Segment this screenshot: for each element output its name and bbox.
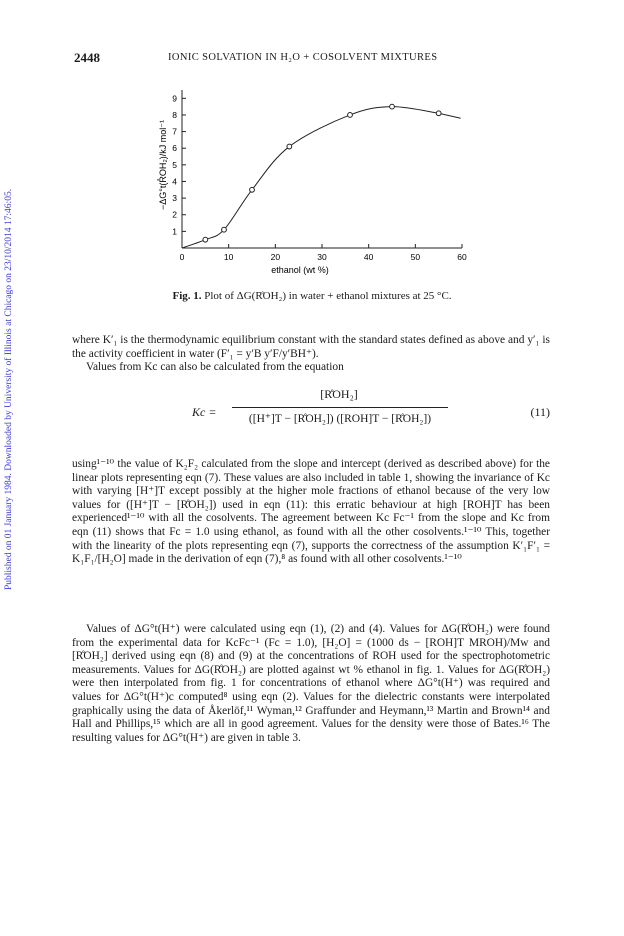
- data-point: [203, 237, 208, 242]
- data-point: [348, 113, 353, 118]
- data-point: [390, 104, 395, 109]
- equation-lhs: Kc =: [192, 405, 217, 419]
- figure-1-chart: [150, 85, 480, 285]
- paragraph-4: Values of ΔG°t(H⁺) were calculated using eqn (1), (2) and (4). Values for ΔG(R̊OH₂) were found from the experimental data for KcFc⁻¹ (Fc = 1.0), [H₂O] = (1000 ds − [ROH]T MROH)/Mw and [R̊OH₂] derived using eqn (8) and (9) at the concentrations of ROH used for the spectrophotometric measurements. Values for ΔG(R̊OH₂) are plotted against wt % ethanol in fig. 1. Values for ΔG(R̊OH₂) were then interpolated from fig. 1 for concentrations of ethanol where ΔG°t(H⁺) was required and values for ΔG°t(H⁺)c computed⁸ using eqn (2). Values for the dielectric constants were interpolated graphically using the data of Åkerlöf,¹¹ Wyman,¹² Graffunder and Heymann,¹³ Martin and Brown¹⁴ and Hall and Phillips,¹⁵ which are all in good agreement. Values for the density were those of Bates.¹⁶ The resulting values for ΔG°t(H⁺) are given in table 3.: [72, 623, 550, 744]
- y-tick-label: 5: [172, 159, 177, 170]
- data-point: [250, 187, 255, 192]
- y-tick-label: 7: [172, 126, 177, 137]
- y-tick-label: 9: [172, 93, 177, 104]
- chart-ticks: [172, 93, 467, 262]
- figure-caption-text: Plot of ΔG(R̊OH₂) in water + ethanol mixtures at 25 °C.: [204, 290, 452, 302]
- download-watermark[interactable]: Published on 01 January 1984. Downloaded by University of Illinois at Chicago on 23/10/2014 17:46:05.: [4, 188, 14, 590]
- x-tick-label: 10: [223, 252, 234, 262]
- equation-11: [72, 385, 550, 443]
- data-point: [287, 144, 292, 149]
- y-tick-label: 8: [172, 109, 177, 120]
- data-point: [436, 111, 441, 116]
- y-tick-label: 1: [172, 226, 177, 237]
- x-tick-label: 60: [457, 252, 467, 262]
- series-points: [203, 104, 441, 242]
- paragraph-2: Values from Kc can also be calculated from the equation: [86, 361, 344, 373]
- chart-axes: [182, 90, 462, 248]
- x-tick-label: 50: [410, 252, 421, 262]
- y-tick-label: 4: [172, 176, 177, 187]
- x-tick-label: 40: [363, 252, 374, 262]
- series-curve: [182, 107, 461, 248]
- paragraph-3: using¹⁻¹⁰ the value of K₂F₂ calculated from the slope and intercept (derived as described above) for the linear plots representing eqn (7). These values are also included in table 1, showing the invariance of Kc with varying [H⁺]T except possibly at the higher mole fractions of ethanol because of the very low values for ([H⁺]T − [R̊OH₂]) used in eqn (11): this erratic behaviour at high [ROH]T has been experienced¹⁻¹⁰ with all the cosolvents. The agreement between Kc Fc⁻¹ from the slope and Kc from eqn (11) shows that Fc = 1.0 using ethanol, as found with all the other cosolvents.¹⁻¹⁰ This, together with the linearity of the plots representing eqn (7), supports the correctness of the assumption K′₁F′₁ = K₁F₁/[H₂O] made in the derivation of eqn (7),⁸ as found with all other cosolvents.¹⁻¹⁰: [72, 458, 550, 566]
- x-tick-label: 30: [317, 252, 327, 262]
- x-tick-label: 0: [179, 252, 185, 262]
- running-head: IONIC SOLVATION IN H₂O + COSOLVENT MIXTURES: [168, 52, 438, 63]
- equation-number: (11): [530, 405, 550, 419]
- y-tick-label: 6: [172, 143, 177, 154]
- equation-denominator: ([H⁺]T − [R̊OH₂]) ([ROH]T − [R̊OH₂]): [248, 413, 432, 425]
- y-tick-label: 3: [172, 193, 177, 204]
- fraction-bar: [232, 407, 448, 408]
- y-axis-label: −ΔG°t(R̊OH₂)/kJ mol⁻¹: [158, 119, 168, 211]
- y-tick-label: 2: [172, 209, 177, 220]
- equation-numerator: [R̊OH₂]: [320, 387, 358, 401]
- figure-label: Fig. 1.: [172, 290, 202, 302]
- figure-caption: [0, 290, 624, 302]
- page-number: 2448: [74, 50, 100, 65]
- data-point: [222, 227, 227, 232]
- x-axis-label: ethanol (wt %): [271, 265, 329, 275]
- paragraph-1: where K′₁ is the thermodynamic equilibrium constant with the standard states defined as above and y′₁ is the activity coefficient in water (F′₁ = y′B y′F/y′BH⁺).: [72, 334, 550, 360]
- x-tick-label: 20: [270, 252, 281, 262]
